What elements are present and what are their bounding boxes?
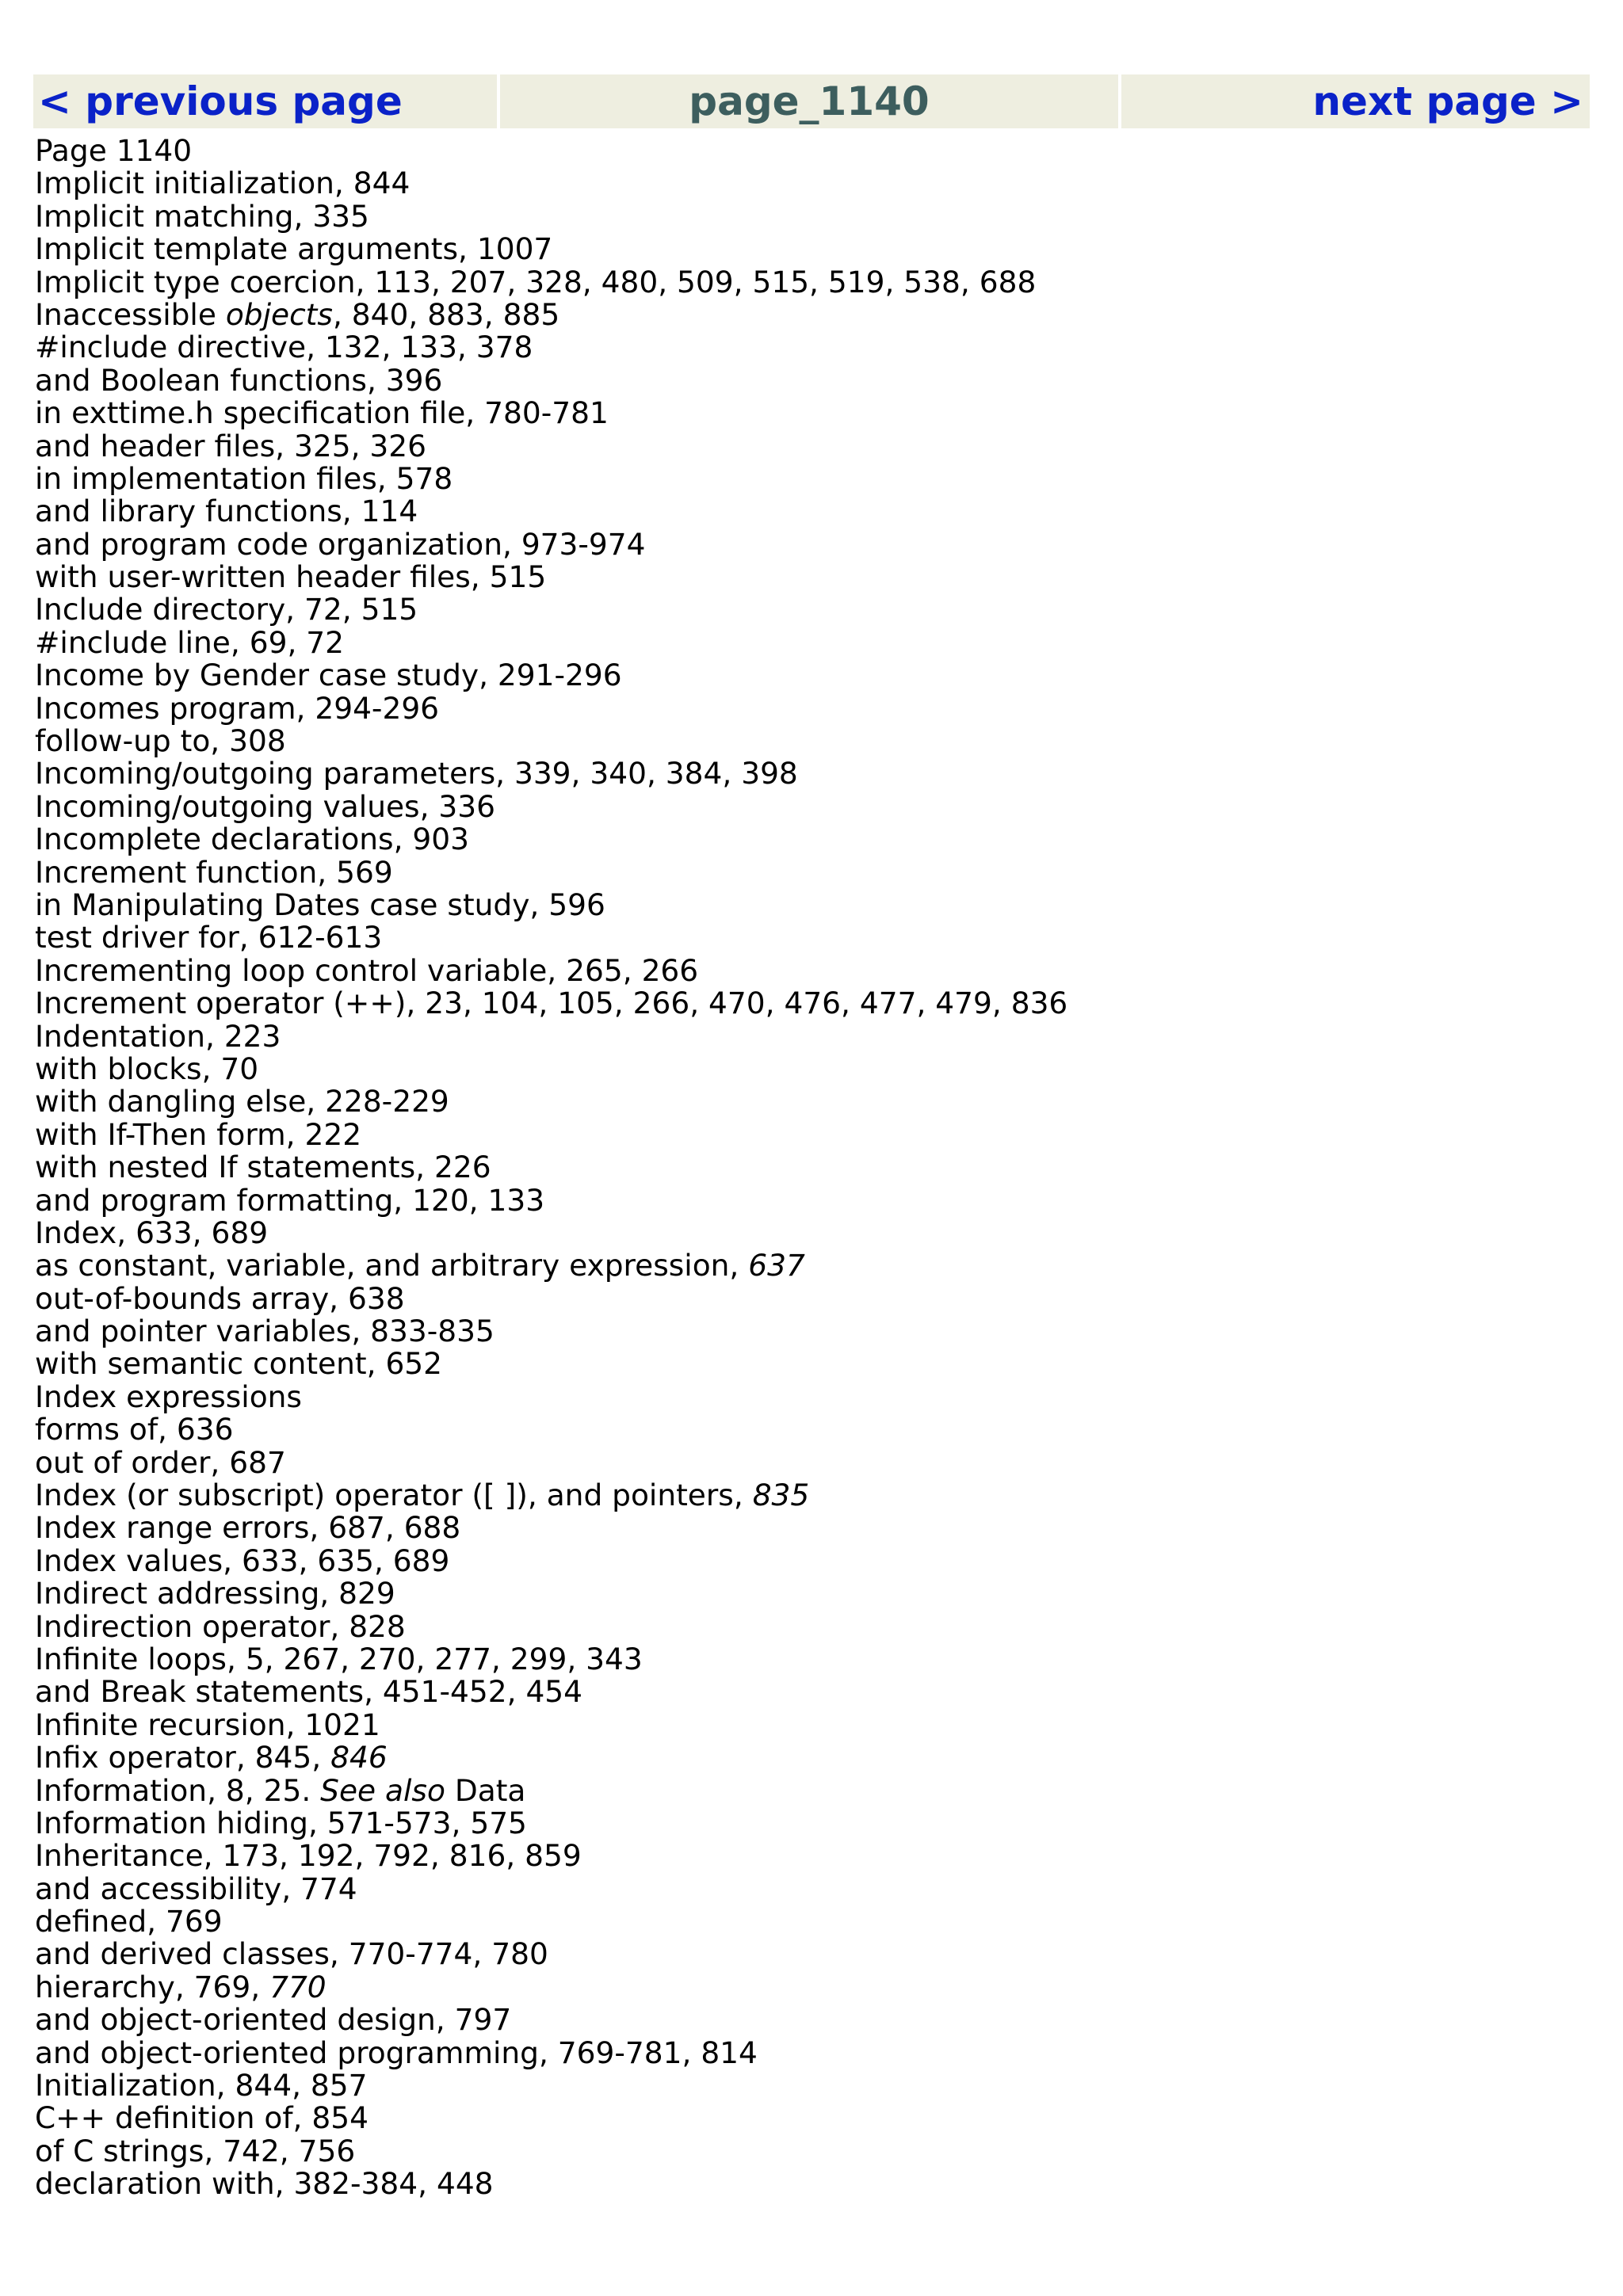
index-entry: [35, 921, 1580, 954]
index-entry: [35, 593, 1580, 626]
index-entry: [35, 1545, 1580, 1577]
index-entry-text: and Break statements, 451-452, 454: [35, 1674, 583, 1710]
index-entry-text: Incomplete declarations, 903: [35, 822, 469, 857]
index-entry: [35, 167, 1580, 200]
index-entry: [35, 1905, 1580, 1938]
index-entry: [35, 2037, 1580, 2069]
index-entry: [35, 2102, 1580, 2134]
index-entry-text: Index range errors, 687, 688: [35, 1510, 461, 1546]
index-entry: [35, 1938, 1580, 1970]
index-entry: [35, 1840, 1580, 1872]
index-entry-text: , 840, 883, 885: [332, 296, 560, 332]
index-entry-text: out-of-bounds array, 638: [35, 1280, 405, 1316]
index-entry-text: Incrementing loop control variable, 265, 266: [35, 952, 699, 988]
index-entry: [35, 1676, 1580, 1708]
index-entry: [35, 1280, 1580, 1316]
index-entry-text: hierarchy, 769,: [35, 1969, 270, 2004]
index-entry: [35, 823, 1580, 856]
page-id-cell: [500, 74, 1118, 128]
index-entry: [35, 1741, 1580, 1774]
index-entry-text: Indirect addressing, 829: [35, 1576, 395, 1611]
index-entry-italic-text: 846: [330, 1740, 388, 1775]
index-entry: [35, 2135, 1580, 2168]
index-content: [35, 135, 1580, 2201]
index-entry: [35, 624, 1580, 660]
index-entry: [35, 1577, 1580, 1610]
index-entry-text: in implementation files, 578: [35, 460, 453, 496]
index-entry-text: Index values, 633, 635, 689: [35, 1543, 450, 1578]
index-entry-text: with If-Then form, 222: [35, 1116, 362, 1152]
index-entry: [35, 2004, 1580, 2036]
index-entry-text: Inheritance, 173, 192, 792, 816, 859: [35, 1838, 582, 1874]
index-entry-text: test driver for, 612-613: [35, 920, 383, 955]
index-entry-text: and header files, 325, 326: [35, 428, 426, 463]
index-entry: [35, 692, 1580, 725]
index-entry: [35, 2069, 1580, 2102]
index-entry-text: and program formatting, 120, 133: [35, 1182, 545, 1218]
index-entry-text: Implicit template arguments, 1007: [35, 231, 553, 267]
index-entry-text: and derived classes, 770-774, 780: [35, 1936, 548, 1972]
index-entry: [35, 1085, 1580, 1118]
index-entry: [35, 1348, 1580, 1380]
index-entry-text: and program code organization, 973-974: [35, 526, 646, 562]
previous-page-link[interactable]: < previous page: [38, 78, 403, 124]
index-entry: [35, 1053, 1580, 1085]
index-entry-text: in Manipulating Dates case study, 596: [35, 887, 605, 922]
index-entry-text: with dangling else, 228-229: [35, 1084, 449, 1119]
index-entry: [35, 987, 1580, 1020]
index-entry-text: Incomes program, 294-296: [35, 690, 440, 726]
index-entry-text: defined, 769: [35, 1904, 223, 1939]
index-entry-text: and Boolean functions, 396: [35, 362, 443, 398]
index-entry-text: and accessibility, 774: [35, 1871, 357, 1906]
index-entry: [35, 1151, 1580, 1184]
index-entry: [35, 952, 1580, 988]
index-entry: [35, 430, 1580, 463]
index-entry-text: and object-oriented design, 797: [35, 2002, 512, 2038]
index-entry-text: Initialization, 844, 857: [35, 2068, 368, 2103]
index-entry-text: and pointer variables, 833-835: [35, 1314, 495, 1349]
index-entry-text: Income by Gender case study, 291-296: [35, 658, 622, 693]
index-entry: [35, 1315, 1580, 1348]
index-entry: [35, 1184, 1580, 1217]
index-entry-italic-text: 637: [748, 1248, 805, 1283]
index-entry-text: C++ definition of, 854: [35, 2100, 369, 2136]
index-entry-text: Increment operator (++), 23, 104, 105, 266, 470, 476, 477, 479, 836: [35, 986, 1068, 1021]
index-entry-text: and object-oriented programming, 769-781, 814: [35, 2035, 758, 2070]
index-entry: [35, 659, 1580, 692]
next-page-link[interactable]: next page >: [1312, 78, 1583, 124]
index-entry-text: Implicit type coercion, 113, 207, 328, 480, 509, 515, 519, 538, 688: [35, 264, 1037, 299]
index-entry-text: #include line, 69, 72: [35, 624, 344, 660]
index-entry-text: Implicit initialization, 844: [35, 166, 411, 201]
index-entry-text: with user-written header files, 515: [35, 559, 547, 595]
index-entry: [35, 397, 1580, 429]
index-entry: [35, 1020, 1580, 1053]
index-entry: [35, 2168, 1580, 2200]
next-page-cell: [1121, 74, 1590, 128]
index-entry-text: Indirection operator, 828: [35, 1608, 406, 1644]
index-entry: [35, 1643, 1580, 1676]
index-entry: [35, 788, 1580, 824]
index-entry-text: Data: [445, 1772, 526, 1808]
index-entry-text: Infinite loops, 5, 267, 270, 277, 299, 343: [35, 1641, 643, 1676]
index-entry: [35, 528, 1580, 561]
index-entry: [35, 1512, 1580, 1544]
index-entry: [35, 364, 1580, 397]
index-entry-text: Incoming/outgoing values, 336: [35, 788, 495, 824]
index-entry-text: Information, 8, 25.: [35, 1772, 321, 1808]
index-entry: [35, 331, 1580, 364]
index-entry-text: Index, 633, 689: [35, 1215, 269, 1250]
index-entry-text: Implicit matching, 335: [35, 198, 369, 234]
index-entry-italic-text: 835: [752, 1478, 810, 1513]
index-entry-text: with blocks, 70: [35, 1051, 259, 1086]
index-entry-text: Information hiding, 571-573, 575: [35, 1805, 527, 1840]
index-entry: [35, 757, 1580, 790]
index-entry: [35, 1807, 1580, 1840]
index-entry-text: follow-up to, 308: [35, 723, 286, 759]
page-navigation-bar: [33, 74, 1590, 128]
index-entry: [35, 1709, 1580, 1741]
index-entry: [35, 889, 1580, 921]
index-entry-text: of C strings, 742, 756: [35, 2133, 356, 2168]
page-heading: Page 1140: [35, 133, 193, 168]
index-entry: [35, 495, 1580, 528]
index-entry-text: Indentation, 223: [35, 1018, 281, 1054]
index-entry: [35, 1381, 1580, 1413]
index-entry: [35, 856, 1580, 889]
index-entry: [35, 725, 1580, 757]
index-entry: [35, 1444, 1580, 1480]
index-entry: [35, 296, 1580, 332]
index-entry: [35, 1873, 1580, 1905]
index-entry-text: forms of, 636: [35, 1412, 234, 1447]
index-entry: [35, 1971, 1580, 2004]
page-id-label: page_1140: [689, 78, 930, 124]
index-entry-text: in exttime.h specification file, 780-781: [35, 395, 609, 431]
index-entry-list: [35, 167, 1580, 2200]
index-entry: [35, 266, 1580, 299]
index-entry-text: Infix operator, 845,: [35, 1740, 331, 1775]
index-entry-italic-text: objects: [225, 296, 333, 332]
index-entry: [35, 1217, 1580, 1249]
index-entry-text: and library functions, 114: [35, 494, 418, 529]
index-entry: [35, 1479, 1580, 1512]
index-entry-text: with semantic content, 652: [35, 1346, 443, 1382]
index-entry-text: Include directory, 72, 515: [35, 592, 418, 627]
index-entry: [35, 1116, 1580, 1152]
index-entry: [35, 460, 1580, 496]
index-entry-italic-text: 770: [269, 1969, 327, 2004]
index-entry-text: with nested If statements, 226: [35, 1150, 491, 1185]
index-entry-text: declaration with, 382-384, 448: [35, 2166, 494, 2202]
index-entry: [35, 1772, 1580, 1808]
index-entry-text: Incoming/outgoing parameters, 339, 340, 384, 398: [35, 756, 798, 791]
index-entry: [35, 561, 1580, 593]
index-entry: [35, 1608, 1580, 1644]
index-entry-text: Increment function, 569: [35, 854, 393, 890]
index-entry: [35, 1413, 1580, 1446]
index-entry: [35, 200, 1580, 233]
index-entry-italic-text: See also: [320, 1772, 445, 1808]
index-entry-text: out of order, 687: [35, 1444, 286, 1480]
index-entry-text: Infinite recursion, 1021: [35, 1707, 380, 1742]
previous-page-cell: [33, 74, 497, 128]
index-entry-text: #include directive, 132, 133, 378: [35, 330, 533, 365]
index-entry: [35, 1249, 1580, 1282]
index-entry-text: Index expressions: [35, 1379, 302, 1414]
index-entry-text: as constant, variable, and arbitrary expression,: [35, 1248, 749, 1283]
index-entry: [35, 233, 1580, 265]
index-entry-text: Index (or subscript) operator ([ ]), and pointers,: [35, 1478, 753, 1513]
index-entry-text: Inaccessible: [35, 296, 226, 332]
